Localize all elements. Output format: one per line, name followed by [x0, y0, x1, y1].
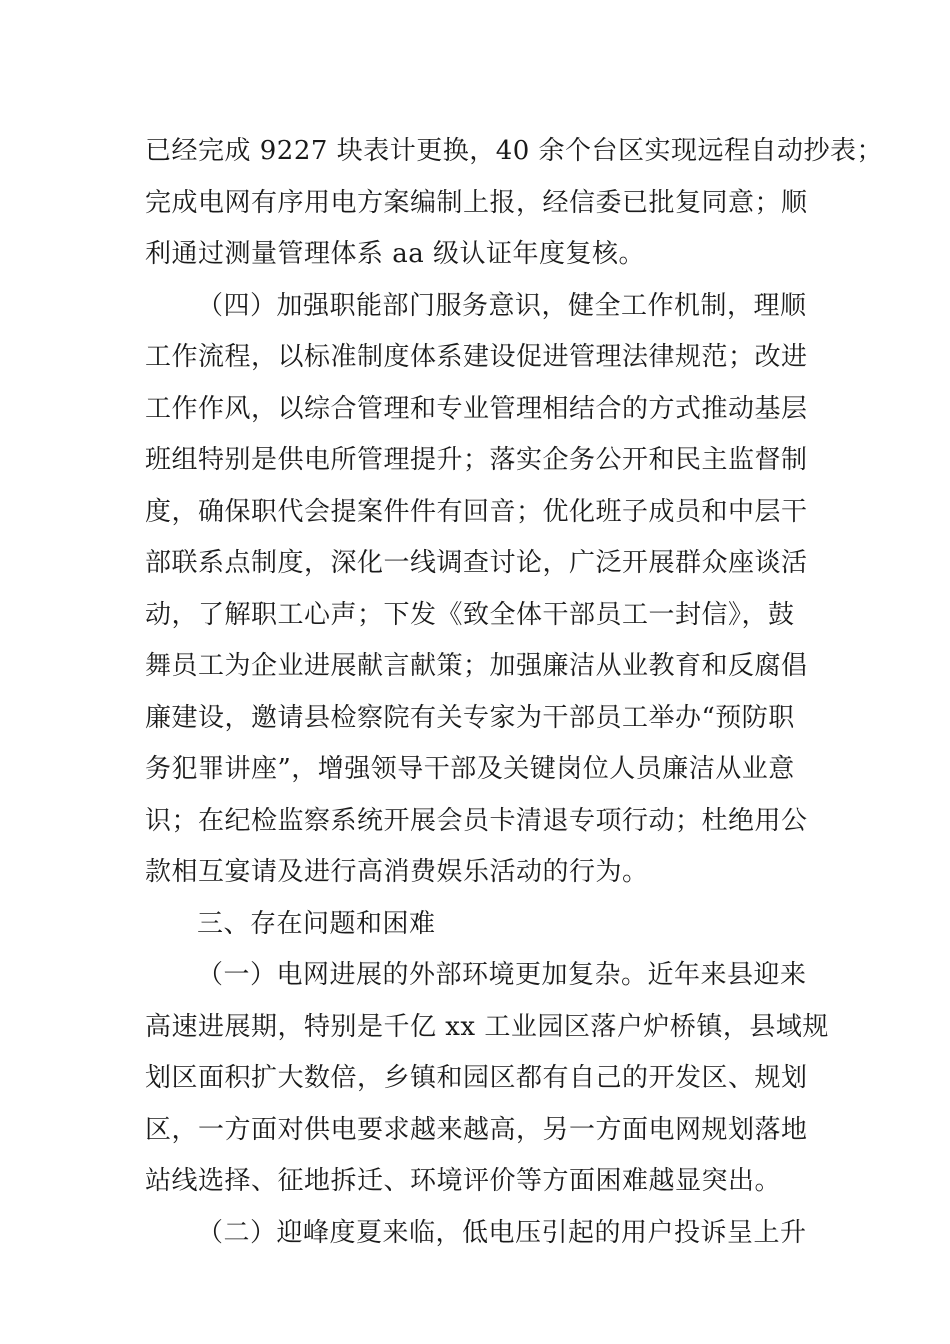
body-line: 完成电网有序用电方案编制上报，经信委已批复同意；顺: [145, 187, 808, 218]
body-line: 区，一方面对供电要求越来越高，另一方面电网规划落地: [145, 1114, 808, 1145]
body-line: 高速进展期，特别是千亿 xx 工业园区落户炉桥镇，县域规: [145, 1011, 829, 1042]
body-line: 班组特别是供电所管理提升；落实企务公开和民主监督制: [145, 445, 808, 475]
paragraph-start-line: （一）电网进展的外部环境更加复杂。近年来县迎来: [197, 960, 807, 990]
body-line: 务犯罪讲座”，增强领导干部及关键岗位人员廉洁从业意: [145, 754, 795, 784]
body-line: 舞员工为企业进展献言献策；加强廉洁从业教育和反腐倡: [145, 651, 808, 681]
body-line: 识；在纪检监察系统开展会员卡清退专项行动；杜绝用公: [145, 805, 808, 836]
body-line: 款相互宴请及进行高消费娱乐活动的行为。: [145, 857, 649, 887]
body-line: 利通过测量管理体系 aa 级认证年度复核。: [145, 239, 646, 269]
body-line: 工作流程，以标准制度体系建设促进管理法律规范；改进: [145, 342, 808, 372]
body-line: 动，了解职工心声；下发《致全体干部员工一封信》，鼓: [145, 599, 795, 630]
body-line: 度，确保职代会提案件件有回音；优化班子成员和中层干: [145, 496, 808, 527]
body-line: 划区面积扩大数倍，乡镇和园区都有自己的开发区、规划: [145, 1063, 808, 1093]
document-body: [145, 126, 884, 1259]
body-line: 部联系点制度，深化一线调查讨论，广泛开展群众座谈活: [145, 548, 808, 578]
section-heading: 三、存在问题和困难: [197, 908, 436, 939]
body-line: 已经完成 9227 块表计更换，40 余个台区实现远程自动抄表；: [145, 136, 884, 166]
paragraph-start-line: （二）迎峰度夏来临，低电压引起的用户投诉呈上升: [197, 1217, 807, 1248]
body-line: 工作作风，以综合管理和专业管理相结合的方式推动基层: [145, 393, 808, 424]
body-line: 站线选择、征地拆迁、环境评价等方面困难越显突出。: [145, 1166, 782, 1196]
paragraph-start-line: （四）加强职能部门服务意识，健全工作机制，理顺: [197, 290, 807, 321]
body-line: 廉建设，邀请县检察院有关专家为干部员工举办“预防职: [145, 702, 795, 733]
